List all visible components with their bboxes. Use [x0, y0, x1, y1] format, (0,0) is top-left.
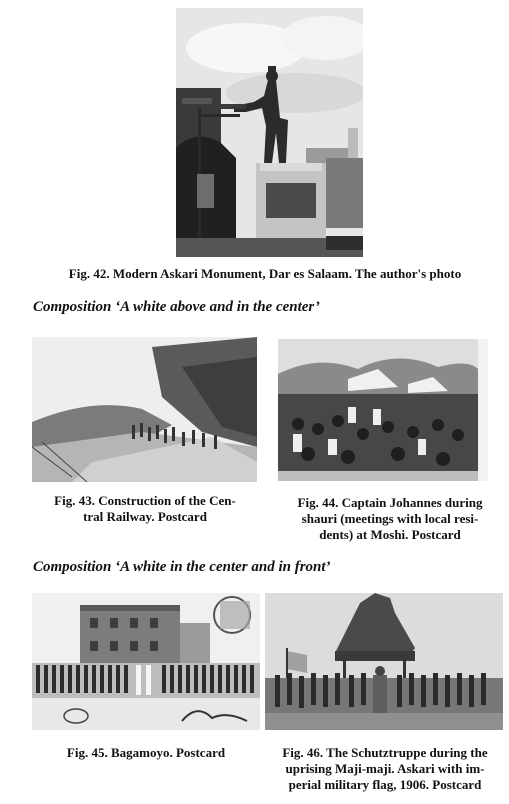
figure-44-caption-line-3: dents) at Moshi. Postcard — [319, 527, 461, 542]
bagamoyo-postcard — [32, 593, 260, 730]
figure-43-caption-line-1: Fig. 43. Construction of the Cen- — [54, 493, 236, 508]
figure-44-caption-line-1: Fig. 44. Captain Johannes during — [297, 495, 483, 510]
askari-monument-photo — [176, 8, 363, 257]
figure-45-caption: Fig. 45. Bagamoyo. Postcard — [66, 745, 226, 760]
shauri-meeting-postcard — [278, 339, 488, 481]
figure-44-caption — [275, 495, 505, 543]
section-heading-above-center: Composition ‘A white above and in the center’ — [33, 299, 320, 315]
figure-42-caption: Fig. 42. Modern Askari Monument, Dar es Salaam. The author's photo — [68, 266, 462, 281]
section-heading-center-front: Composition ‘A white in the center and in front’ — [33, 559, 331, 575]
central-railway-postcard — [32, 337, 257, 482]
figure-46-caption-line-3: perial military flag, 1906. Postcard — [288, 777, 482, 792]
schutztruppe-maji-maji-photo — [265, 593, 503, 730]
figure-43-caption — [30, 493, 260, 525]
figure-43-caption-line-2: tral Railway. Postcard — [83, 509, 207, 524]
figure-46-caption-line-1: Fig. 46. The Schutztruppe during the — [282, 745, 488, 760]
figure-46-caption-line-2: uprising Maji-maji. Askari with im- — [285, 761, 485, 776]
figure-46-caption — [263, 745, 507, 793]
figure-44-caption-line-2: shauri (meetings with local resi- — [301, 511, 479, 526]
